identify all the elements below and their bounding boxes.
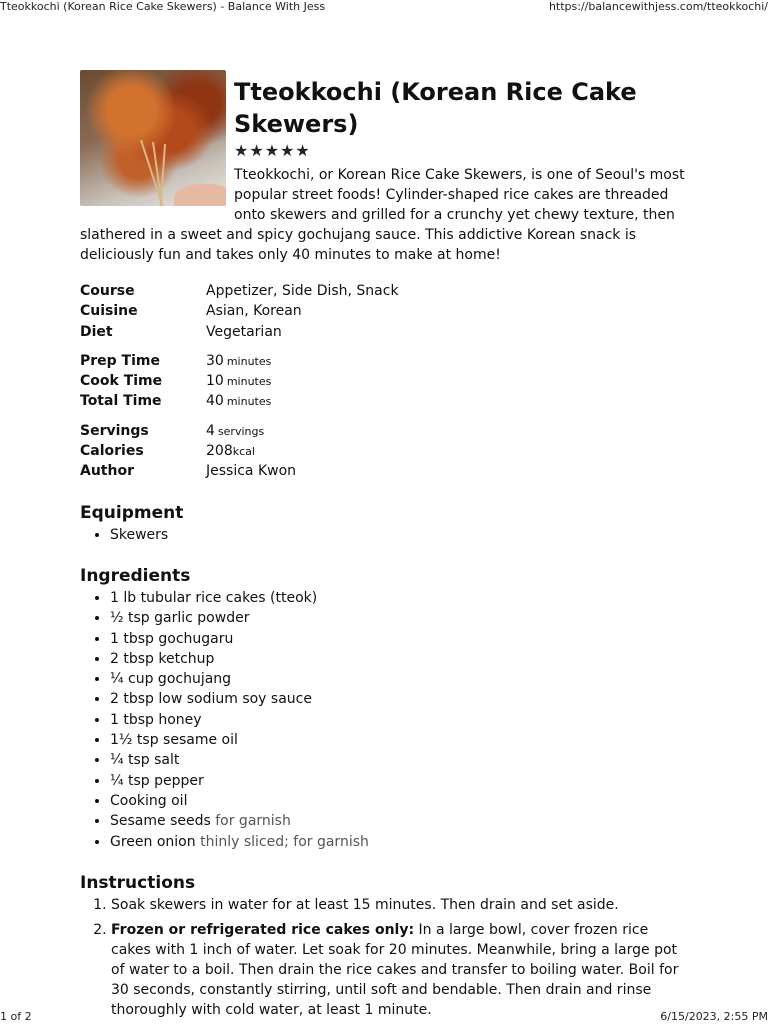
meta-row <box>80 281 690 301</box>
meta-row <box>80 371 690 391</box>
ingredient-text: 1 tbsp honey <box>110 711 202 728</box>
meta-value <box>206 441 255 461</box>
instruction-text: Soak skewers in water for at least 15 minutes. Then drain and set aside. <box>111 896 619 913</box>
meta-label: Course <box>80 283 135 299</box>
ingredient-text: 1½ tsp sesame oil <box>110 732 238 749</box>
meta-value <box>206 421 264 441</box>
meta-value <box>206 461 296 481</box>
print-footer <box>0 1010 768 1024</box>
meta-value-number: Jessica Kwon <box>206 463 297 480</box>
meta-label: Diet <box>80 323 113 340</box>
meta-value <box>206 301 302 321</box>
ingredient-item <box>110 832 690 852</box>
meta-value-number: Asian, Korean <box>206 303 302 320</box>
ingredient-item <box>110 710 690 730</box>
instructions-heading: Instructions <box>80 872 196 893</box>
ingredient-item <box>110 629 690 649</box>
recipe-card <box>80 70 690 1025</box>
meta-value <box>206 281 399 301</box>
ingredient-text: ¼ cup gochujang <box>110 671 232 688</box>
instructions-list <box>80 895 690 1020</box>
instruction-text: In a large bowl, cover frozen rice cakes with 1 inch of water. Let soak for 20 minutes. Meanwhile, bring a large pot of water to a boil. Then drain the rice cakes and transfer to boiling water. Boil for 30 seconds, constantly stirring, until soft and bendable. Then drain and rinse thoroughly with cold water, at least 1 minute. <box>111 921 679 1018</box>
meta-row <box>80 322 690 342</box>
ingredient-text: 1 lb tubular rice cakes (tteok) <box>110 589 318 606</box>
instruction-step <box>111 895 690 915</box>
meta-unit: minutes <box>226 375 272 389</box>
ingredient-note: thinly sliced; for garnish <box>200 833 369 850</box>
ingredient-text: 1 tbsp gochugaru <box>110 630 234 647</box>
ingredients-heading: Ingredients <box>80 565 191 586</box>
meta-unit: servings <box>217 424 265 438</box>
meta-value <box>206 351 271 371</box>
ingredient-item <box>110 588 690 608</box>
recipe-photo <box>80 70 226 206</box>
meta-value-number: 10 <box>206 373 224 390</box>
meta-row <box>80 421 690 441</box>
print-header <box>0 0 768 14</box>
page-title-header: Tteokkochi (Korean Rice Cake Skewers) - Balance With Jess <box>0 0 326 13</box>
meta-value <box>206 371 271 391</box>
meta-label: Total Time <box>80 393 162 410</box>
meta-row <box>80 391 690 411</box>
meta-unit: kcal <box>232 445 255 459</box>
meta-value-number: 40 <box>206 393 224 410</box>
ingredient-item <box>110 649 690 669</box>
meta-value-number: Appetizer, Side Dish, Snack <box>206 283 399 299</box>
meta-label: Servings <box>80 422 149 439</box>
ingredient-text: ¼ tsp pepper <box>110 772 204 789</box>
meta-value-number: 30 <box>206 352 224 369</box>
meta-value-number: 208 <box>206 443 233 460</box>
ingredient-text: ½ tsp garlic powder <box>110 610 250 627</box>
recipe-summary: Tteokkochi, or Korean Rice Cake Skewers, is one of Seoul's most popular street foods! Cylinder-shaped rice cakes are threaded onto skewers and grilled for a crunchy yet chewy texture, then slathered in a sweet and spicy gochujang sauce. This addictive Korean snack is deliciously fun and takes only 40 minutes to make at home! <box>80 167 685 263</box>
ingredient-text: Cooking oil <box>110 792 188 809</box>
ingredient-item <box>110 750 690 770</box>
ingredient-text: ¼ tsp salt <box>110 752 180 769</box>
meta-unit: minutes <box>226 354 272 368</box>
meta-unit: minutes <box>226 395 272 409</box>
equipment-list <box>80 525 690 545</box>
meta-row <box>80 441 690 461</box>
instruction-lead: Frozen or refrigerated rice cakes only: <box>111 921 415 938</box>
ingredient-item <box>110 689 690 709</box>
meta-row <box>80 301 690 321</box>
ingredient-text: 2 tbsp low sodium soy sauce <box>110 691 312 708</box>
ingredient-item <box>110 608 690 628</box>
meta-row <box>80 351 690 371</box>
ingredient-note: for garnish <box>215 813 291 830</box>
meta-label: Author <box>80 463 134 480</box>
meta-label: Cuisine <box>80 303 138 320</box>
ingredient-text: Sesame seeds <box>110 813 211 830</box>
meta-row <box>80 461 690 481</box>
equipment-heading: Equipment <box>80 502 184 523</box>
meta-group <box>80 281 690 342</box>
meta-label: Prep Time <box>80 352 160 369</box>
meta-group <box>80 421 690 482</box>
print-datetime: 6/15/2023, 2:55 PM <box>660 1010 768 1023</box>
recipe-meta <box>80 281 690 482</box>
ingredient-item <box>110 730 690 750</box>
ingredient-text: 2 tbsp ketchup <box>110 650 215 667</box>
ingredient-item <box>110 791 690 811</box>
page-url[interactable]: https://balancewithjess.com/tteokkochi/ <box>548 0 768 13</box>
ingredient-item <box>110 771 690 791</box>
ingredient-item <box>110 669 690 689</box>
meta-label: Cook Time <box>80 373 163 390</box>
page-number: 1 of 2 <box>0 1010 32 1023</box>
ingredient-item <box>110 811 690 831</box>
meta-value-number: Vegetarian <box>206 323 282 340</box>
meta-value <box>206 322 282 342</box>
equipment-item: • Skewers <box>110 525 690 545</box>
meta-group <box>80 351 690 412</box>
ingredient-text: Green onion <box>110 833 196 850</box>
meta-value <box>206 391 271 411</box>
meta-label: Calories <box>80 443 144 460</box>
recipe-title: Tteokkochi (Korean Rice Cake Skewers) <box>234 78 637 138</box>
rating-stars-icon[interactable]: ★★★★★ <box>234 141 311 160</box>
instruction-step <box>111 920 690 1020</box>
ingredients-list <box>80 588 690 852</box>
meta-value-number: 4 <box>206 422 215 439</box>
